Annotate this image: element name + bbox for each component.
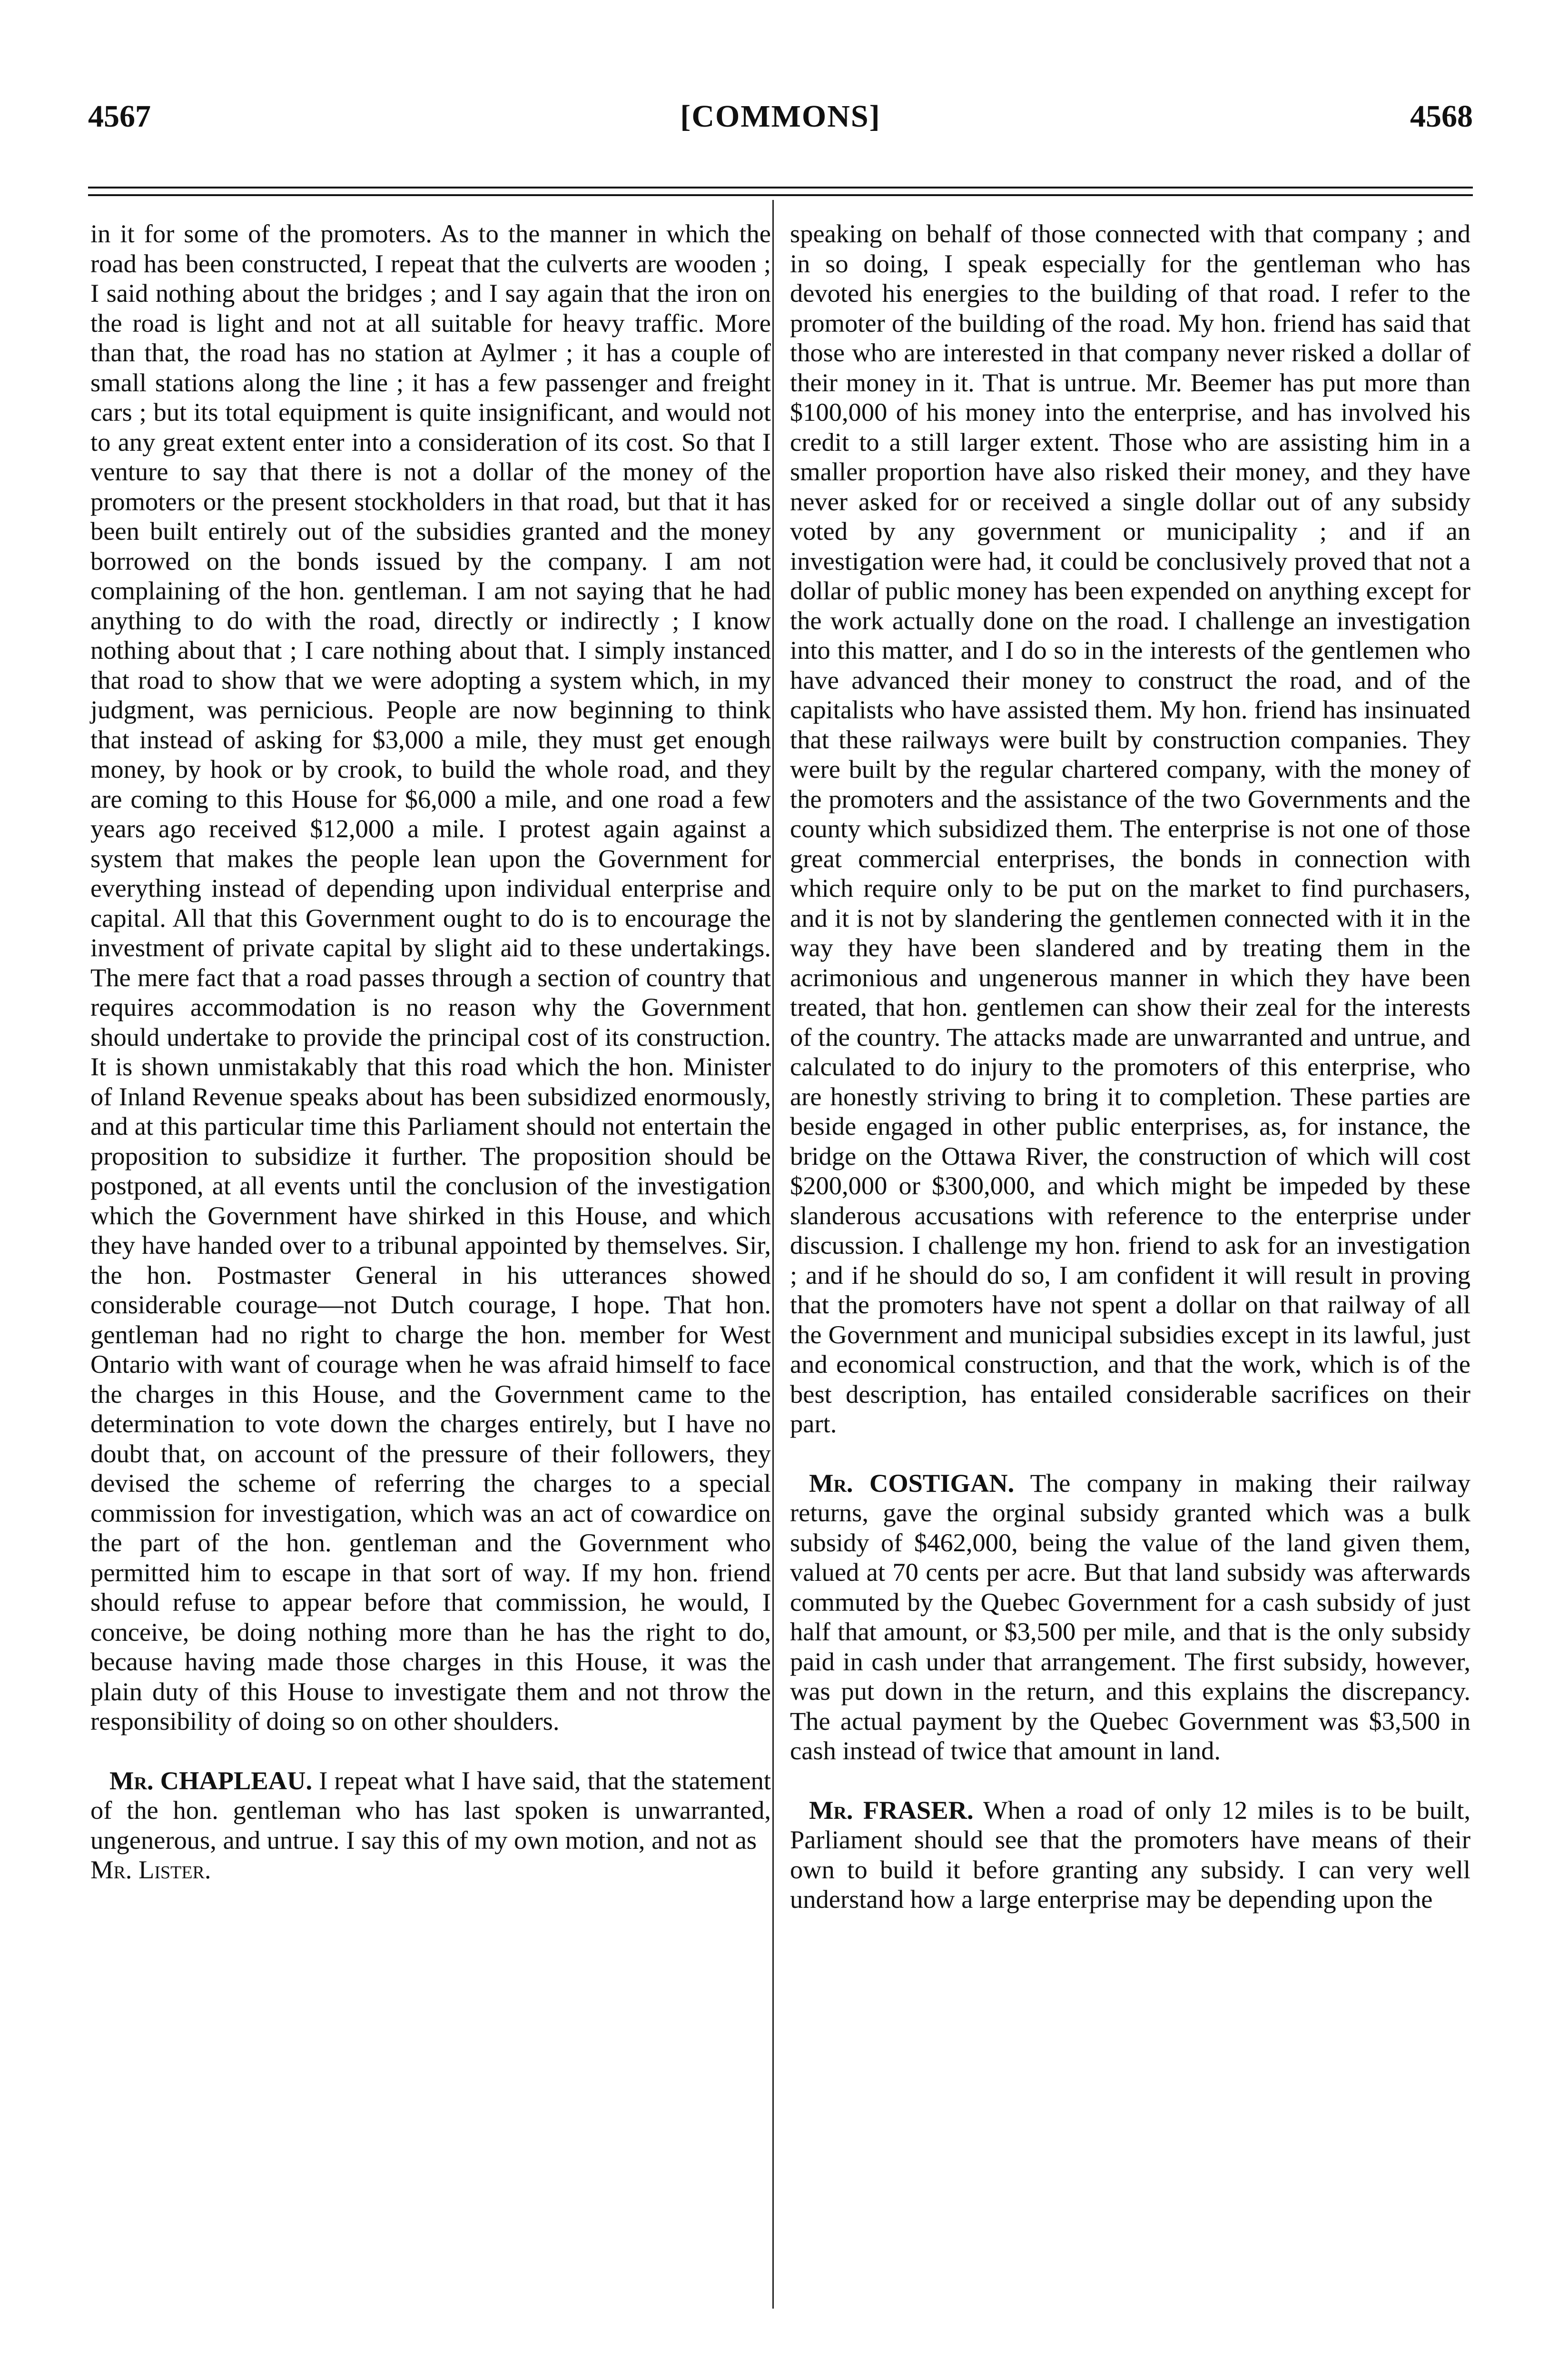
page-title: [COMMONS] (680, 99, 881, 134)
left-column (90, 219, 771, 1885)
lister-name: Mr. Lister. (90, 1855, 211, 1884)
costigan-speech-text: The company in making their railway returns, gave the orginal subsidy granted which was a bulk subsidy of $462,000, being the value of the land given them, valued at 70 cents per acre. But that land subsidy was afterwards commuted by the Quebec Government for a cash subsidy of just half that amount, or $3,500 per mile, and that is the only subsidy paid in cash under that arrangement. The first subsidy, however, was put down in the return, and this explains the discrepancy. The actual payment by the Quebec Government was $3,500 in cash instead of twice that amount in land. (790, 1468, 1470, 1765)
chapleau-paragraph (90, 1766, 771, 1855)
page-header (88, 90, 1473, 143)
header-rule-bottom (88, 194, 1473, 196)
speaker-reference-lister (90, 1855, 771, 1885)
left-paragraph-1: in it for some of the promoters. As to the manner in which the road has been constructed, I repeat that the culverts are wooden ; I said nothing about the bridges ; and I say again that the iron on the road is light and not at all suitable for heavy traffic. More than that, the road has no station at Aylmer ; it has a couple of small stations along the line ; it has a few passenger and freight cars ; but its total equipment is quite insignificant, and would not to any great extent enter into a consideration of its cost. So that I venture to say that there is not a dollar of the money of the promoters or the present stockholders in that road, but that it has been built entirely out of the subsidies granted and the money borrowed on the bonds issued by the company. I am not complaining of the hon. gentleman. I am not saying that he had anything to do with the road, directly or indirectly ; I know nothing about that ; I care nothing about that. I simply instanced that road to show that we were adopting a system which, in my judgment, was pernicious. People are now beginning to think that instead of asking for $3,000 a mile, they must get enough money, by hook or by crook, to build the whole road, and they are coming to this House for $6,000 a mile, and one road a few years ago received $12,000 a mile. I protest again against a system that makes the people lean upon the Government for everything instead of depending upon individual enterprise and capital. All that this Government ought to do is to encourage the investment of private capital by slight aid to these undertakings. The mere fact that a road passes through a section of country that requires accommodation is no reason why the Government should undertake to provide the principal cost of its construction. It is shown unmistakably that this road which the hon. Minister of Inland Revenue speaks about has been subsidized enormously, and at this particular time this Parliament should not entertain the proposition to subsidize it further. The proposition should be postponed, at all events until the conclusion of the investigation which the Government have shirked in this House, and which they have handed over to a tribunal appointed by themselves. Sir, the hon. Postmaster General in his utterances showed considerable courage—not Dutch courage, I hope. That hon. gentleman had no right to charge the hon. member for West Ontario with want of courage when he was afraid himself to face the charges in this House, and the Government came to the determination to vote down the charges entirely, but I have no doubt that, on account of the pressure of their followers, they devised the scheme of referring the charges to a special commission for investigation, which was an act of cowardice on the part of the hon. gentleman and the Government who permitted him to escape in that sort of way. If my hon. friend should refuse to appear before that commission, he would, I conceive, be doing nothing more than he has the right to do, because having made those charges in this House, it was the plain duty of this House to investigate them and not throw the responsibility of doing so on other shoulders. (90, 219, 771, 1735)
costigan-paragraph (790, 1468, 1470, 1766)
fraser-paragraph (790, 1795, 1470, 1914)
column-divider (772, 200, 774, 2309)
chapleau-speech-text: I repeat what I have said, that the statement of the hon. gentleman who has last spoken is unwarranted, ungenerous, and untrue. I say this of my own motion, and not as (90, 1765, 771, 1854)
page-number-left: 4567 (88, 99, 151, 134)
right-column (790, 219, 1470, 1914)
right-paragraph-1: speaking on behalf of those connected with that company ; and in so doing, I speak especially for the gentleman who has devoted his energies to the building of that road. I refer to the promoter of the building of the road. My hon. friend has said that those who are interested in that company never risked a dollar of their money in it. That is untrue. Mr. Beemer has put more than $100,000 of his money into the enterprise, and has involved his credit to a still larger extent. Those who are assisting him in a smaller proportion have also risked their money, and they have never asked for or received a single dollar out of any subsidy voted by any government or municipality ; and if an investigation were had, it could be conclusively proved that not a dollar of public money has been expended on anything except for the work actually done on the road. I challenge an investigation into this matter, and I do so in the interests of the gentlemen who have advanced their money to construct the road, and of the capitalists who have assisted them. My hon. friend has insinuated that these railways were built by construction companies. They were built by the regular chartered company, with the money of the promoters and the assistance of the two Governments and the county which subsidized them. The enterprise is not one of those great commercial enterprises, the bonds in connection with which require only to be put on the market to find purchasers, and it is not by slandering the gentlemen connected with it in the way they have been slandered and by treating them in the acrimonious and ungenerous manner in which they have been treated, that hon. gentlemen can show their zeal for the interests of the country. The attacks made are unwarranted and untrue, and calculated to do injury to the promoters of this enterprise, who are honestly striving to bring it to completion. These parties are beside engaged in other public enterprises, as, for instance, the bridge on the Ottawa River, the construction of which will cost $200,000 or $300,000, and which might be impeded by these slanderous accusations with reference to the enterprise under discussion. I challenge my hon. friend to ask for an investigation ; and if he should do so, I am confident it will result in proving that the promoters have not spent a dollar on that railway of all the Government and municipal subsidies except in its lawful, just and economical construction, and that the work, which is of the best description, has entailed considerable sacrifices on their part. (790, 219, 1470, 1438)
fraser-speech-text: When a road of only 12 miles is to be built, Parliament should see that the promoters have means of their own to build it before granting any subsidy. I can very well understand how a large enterprise may be depending upon the (790, 1795, 1470, 1914)
speaker-name-chapleau: Mr. CHAPLEAU. (109, 1765, 313, 1795)
header-rule-top (88, 187, 1473, 188)
page-number-right: 4568 (1410, 99, 1473, 134)
speaker-name-costigan: Mr. COSTIGAN. (809, 1468, 1015, 1497)
speaker-name-fraser: Mr. FRASER. (809, 1795, 974, 1825)
